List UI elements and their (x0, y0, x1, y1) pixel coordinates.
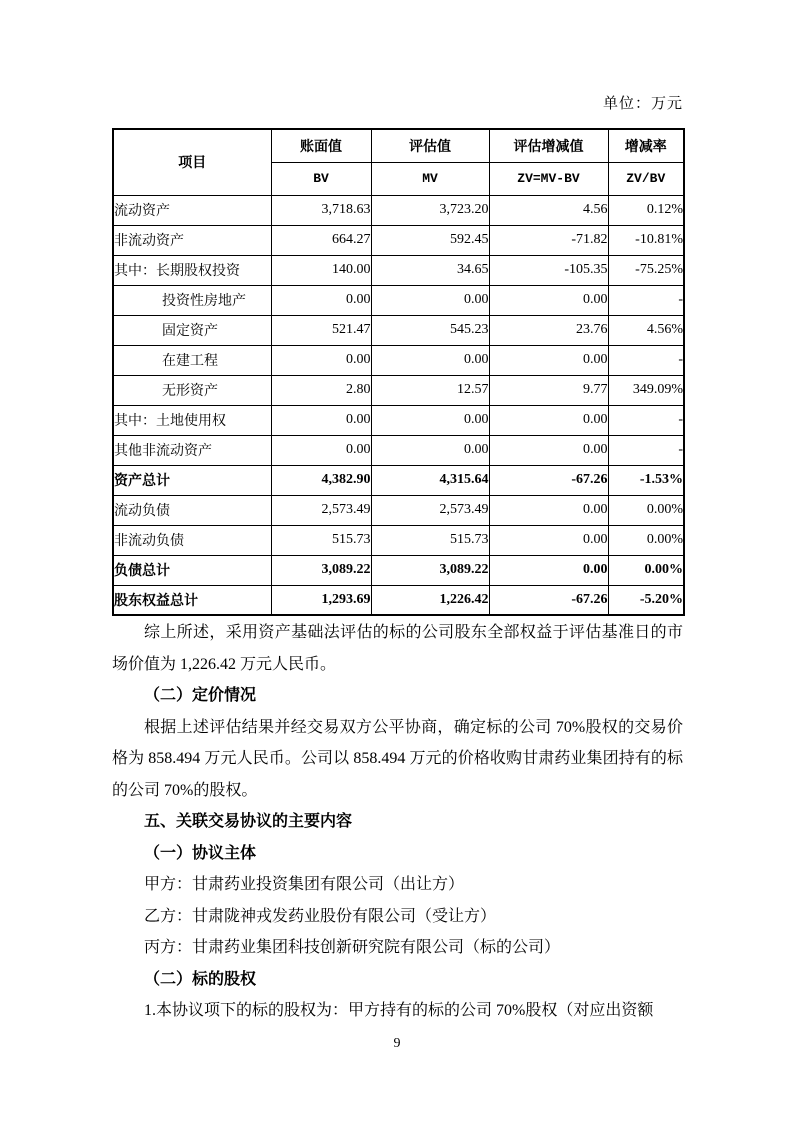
unit-label: 单位：万元 (602, 96, 683, 112)
header-appraised-value: 评估值 (371, 129, 489, 162)
mv-cell: 0.00 (371, 405, 489, 435)
row-label: 其他非流动资产 (113, 435, 271, 465)
mv-cell: 3,723.20 (371, 195, 489, 225)
bv-cell: 4,382.90 (271, 465, 371, 495)
zv-cell: 0.00 (489, 525, 608, 555)
bv-cell: 0.00 (271, 405, 371, 435)
table-header (113, 129, 684, 195)
row-label: 其中：土地使用权 (113, 405, 271, 435)
zv-cell: -71.82 (489, 225, 608, 255)
header-zvbv-code: ZV/BV (608, 162, 684, 195)
bv-cell: 515.73 (271, 525, 371, 555)
mv-cell: 2,573.49 (371, 495, 489, 525)
row-label: 非流动资产 (113, 225, 271, 255)
rate-cell: - (608, 285, 684, 315)
rate-cell: 4.56% (608, 315, 684, 345)
row-label: 负债总计 (113, 555, 271, 585)
table-row (113, 195, 684, 225)
rate-cell: 0.12% (608, 195, 684, 225)
party-b-line: 乙方：甘肃陇神戎发药业股份有限公司（受让方） (144, 907, 497, 925)
rate-cell: -5.20% (608, 585, 684, 615)
table-row (113, 345, 684, 375)
pricing-heading: （二）定价情况 (144, 687, 257, 704)
row-label: 固定资产 (113, 315, 271, 345)
mv-cell: 545.23 (371, 315, 489, 345)
table-row-total-liabilities (113, 555, 684, 585)
header-item: 项目 (113, 129, 271, 195)
table-row (113, 225, 684, 255)
table-row (113, 255, 684, 285)
header-zv-code: ZV=MV-BV (489, 162, 608, 195)
zv-cell: 23.76 (489, 315, 608, 345)
page-number: 9 (393, 1036, 401, 1051)
bv-cell: 3,089.22 (271, 555, 371, 585)
rate-cell: - (608, 345, 684, 375)
mv-cell: 12.57 (371, 375, 489, 405)
zv-cell: -105.35 (489, 255, 608, 285)
table-row (113, 435, 684, 465)
row-label: 无形资产 (113, 375, 271, 405)
mv-cell: 592.45 (371, 225, 489, 255)
table-row (113, 375, 684, 405)
row-label: 资产总计 (113, 465, 271, 495)
row-label: 非流动负债 (113, 525, 271, 555)
row-label: 投资性房地产 (113, 285, 271, 315)
rate-cell: -75.25% (608, 255, 684, 285)
zv-cell: 0.00 (489, 345, 608, 375)
table-row (113, 315, 684, 345)
rate-cell: -1.53% (608, 465, 684, 495)
table-row (113, 285, 684, 315)
pricing-paragraph: 根据上述评估结果并经交易双方公平协商，确定标的公司 70%股权的交易价格为 858.494 万元人民币。公司以 858.494 万元的价格收购甘肃药业集团持有的标的公司 70%的股权。 (112, 718, 683, 799)
bv-cell: 0.00 (271, 285, 371, 315)
header-book-value: 账面值 (271, 129, 371, 162)
bv-cell: 140.00 (271, 255, 371, 285)
table-row (113, 525, 684, 555)
section5-heading: 五、关联交易协议的主要内容 (144, 813, 353, 830)
rate-cell: - (608, 405, 684, 435)
row-label: 在建工程 (113, 345, 271, 375)
mv-cell: 34.65 (371, 255, 489, 285)
table-row (113, 405, 684, 435)
row-label: 股东权益总计 (113, 585, 271, 615)
bv-cell: 521.47 (271, 315, 371, 345)
zv-cell: -67.26 (489, 585, 608, 615)
rate-cell: 0.00% (608, 495, 684, 525)
mv-cell: 3,089.22 (371, 555, 489, 585)
mv-cell: 0.00 (371, 435, 489, 465)
bv-cell: 0.00 (271, 345, 371, 375)
target-equity-heading: （二）标的股权 (144, 970, 257, 988)
rate-cell: -10.81% (608, 225, 684, 255)
header-bv-code: BV (271, 162, 371, 195)
bv-cell: 2,573.49 (271, 495, 371, 525)
bv-cell: 0.00 (271, 435, 371, 465)
header-change-rate: 增减率 (608, 129, 684, 162)
zv-cell: 0.00 (489, 285, 608, 315)
row-label: 其中：长期股权投资 (113, 255, 271, 285)
party-c-line: 丙方：甘肃药业集团科技创新研究院有限公司（标的公司） (144, 939, 561, 956)
zv-cell: 4.56 (489, 195, 608, 225)
header-mv-code: MV (371, 162, 489, 195)
bv-cell: 664.27 (271, 225, 371, 255)
header-change-value: 评估增减值 (489, 129, 608, 162)
mv-cell: 1,226.42 (371, 585, 489, 615)
equity-paragraph: 1.本协议项下的标的股权为：甲方持有的标的公司 70%股权（对应出资额 (144, 1002, 654, 1019)
zv-cell: 0.00 (489, 435, 608, 465)
zv-cell: 0.00 (489, 495, 608, 525)
bv-cell: 1,293.69 (271, 585, 371, 615)
table-row-total-assets (113, 465, 684, 495)
mv-cell: 0.00 (371, 285, 489, 315)
mv-cell: 0.00 (371, 345, 489, 375)
row-label: 流动负债 (113, 495, 271, 525)
body-text (112, 617, 683, 1027)
rate-cell: 0.00% (608, 525, 684, 555)
zv-cell: -67.26 (489, 465, 608, 495)
bv-cell: 3,718.63 (271, 195, 371, 225)
table-row (113, 495, 684, 525)
table-row-total-equity (113, 585, 684, 615)
valuation-table (112, 128, 685, 616)
party-a-line: 甲方：甘肃药业投资集团有限公司（出让方） (144, 876, 465, 893)
zv-cell: 0.00 (489, 405, 608, 435)
mv-cell: 4,315.64 (371, 465, 489, 495)
mv-cell: 515.73 (371, 525, 489, 555)
row-label: 流动资产 (113, 195, 271, 225)
bv-cell: 2.80 (271, 375, 371, 405)
rate-cell: 0.00% (608, 555, 684, 585)
zv-cell: 9.77 (489, 375, 608, 405)
zv-cell: 0.00 (489, 555, 608, 585)
rate-cell: - (608, 435, 684, 465)
agreement-subject-heading: （一）协议主体 (144, 844, 257, 862)
rate-cell: 349.09% (608, 375, 684, 405)
summary-paragraph: 综上所述，采用资产基础法评估的标的公司股东全部权益于评估基准日的市场价值为 1,226.42 万元人民币。 (112, 624, 683, 673)
